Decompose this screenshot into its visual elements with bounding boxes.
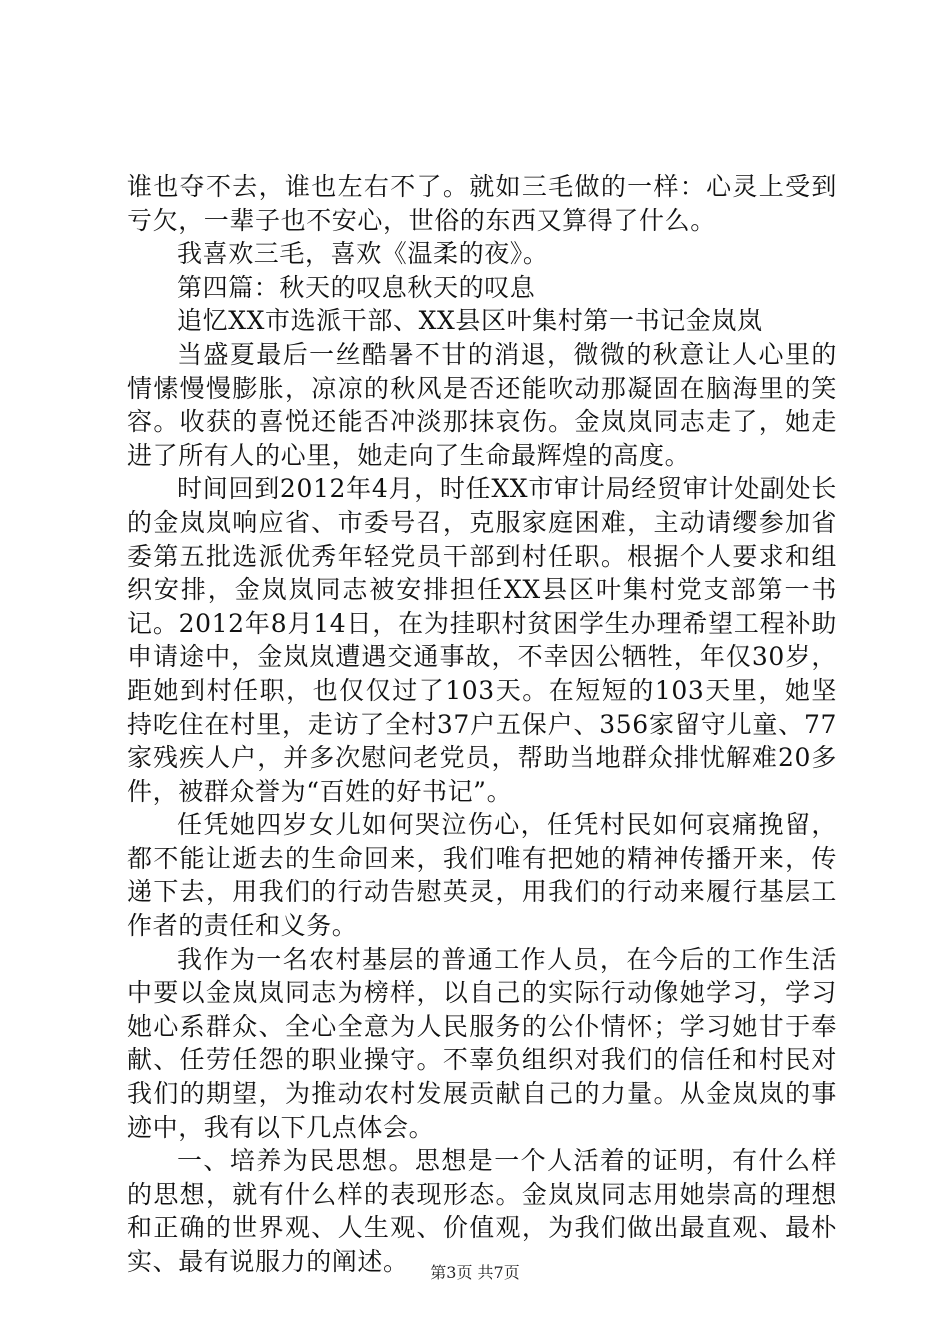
document-body bbox=[127, 170, 837, 1279]
paragraph: 时间回到2012年4月，时任XX市审计局经贸审计处副处长的金岚岚响应省、市委号召，克服家庭困难，主动请缨参加省委第五批选派优秀年轻党员干部到村任职。根据个人要求和组织安排，金岚岚同志被安排担任XX县区叶集村党支部第一书记。2012年8月14日，在为挂职村贫困学生办理希望工程补助申请途中，金岚岚遭遇交通事故，不幸因公牺牲，年仅30岁，距她到村任职，也仅仅过了103天。在短短的103天里，她坚持吃住在村里，走访了全村37户五保户、356家留守儿童、77家残疾人户，并多次慰问老党员，帮助当地群众排忧解难20多件，被群众誉为“百姓的好书记”。 bbox=[127, 474, 837, 806]
page-footer: 第3页 共7页 bbox=[430, 1263, 520, 1282]
paragraph: 一、培养为民思想。思想是一个人活着的证明，有什么样的思想，就有什么样的表现形态。金岚岚同志用她崇高的理想和正确的世界观、人生观、价值观，为我们做出最直观、最朴实、最有说服力的阐述。 bbox=[127, 1146, 837, 1276]
paragraph: 我作为一名农村基层的普通工作人员，在今后的工作生活中要以金岚岚同志为榜样，以自己的实际行动像她学习，学习她心系群众、全心全意为人民服务的公仆情怀；学习她甘于奉献、任劳任怨的职业操守。不辜负组织对我们的信任和村民对我们的期望，为推动农村发展贡献自己的力量。从金岚岚的事迹中，我有以下几点体会。 bbox=[127, 944, 837, 1142]
section-subtitle: 追忆XX市选派干部、XX县区叶集村第一书记金岚岚 bbox=[177, 306, 763, 336]
section-heading: 第四篇：秋天的叹息秋天的叹息 bbox=[177, 272, 536, 302]
paragraph: 我喜欢三毛，喜欢《温柔的夜》。 bbox=[177, 239, 549, 269]
paragraph: 任凭她四岁女儿如何哭泣伤心，任凭村民如何哀痛挽留，都不能让逝去的生命回来，我们唯有把她的精神传播开来，传递下去，用我们的行动告慰英灵，用我们的行动来履行基层工作者的责任和义务。 bbox=[127, 810, 837, 941]
paragraph: 当盛夏最后一丝酷暑不甘的消退，微微的秋意让人心里的情愫慢慢膨胀，凉凉的秋风是否还能吹动那凝固在脑海里的笑容。收获的喜悦还能否冲淡那抹哀伤。金岚岚同志走了，她走进了所有人的心里，她走向了生命最辉煌的高度。 bbox=[127, 339, 837, 470]
paragraph: 谁也夺不去，谁也左右不了。就如三毛做的一样：心灵上受到亏欠，一辈子也不安心，世俗的东西又算得了什么。 bbox=[127, 172, 837, 235]
